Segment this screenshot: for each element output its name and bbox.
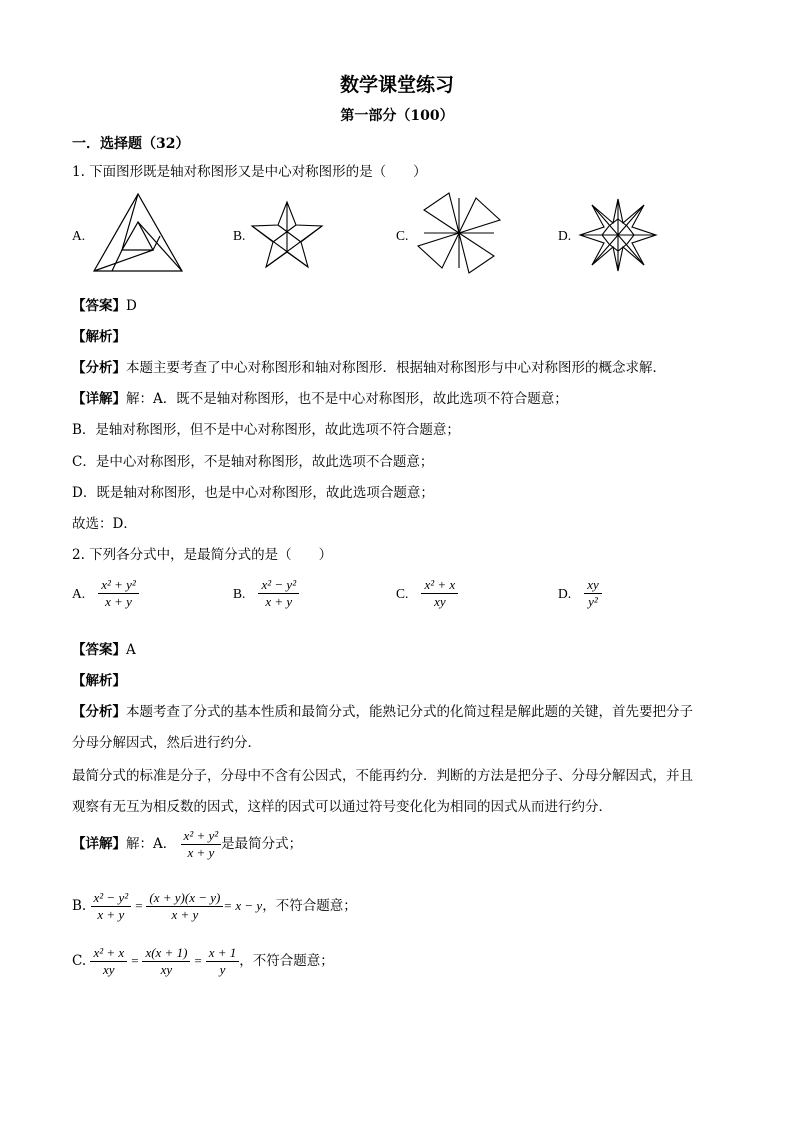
q2-option-a-fraction: $\frac{\text{x² + y²}}{x + y}$ [98,577,139,610]
q1-detail-c: C．是中心对称图形，不是轴对称图形，故此选项不合题意； [72,454,434,470]
q1-option-c-label: C. [396,228,409,243]
q1-detail-a [72,387,568,407]
q2-para-line-2: 观察有无互为相反数的因式，这样的因式可以通过符号变化化为相同的因式从而进行约分． [72,799,612,815]
q1-option-b-label: B. [233,228,246,243]
answer-tag: 【答案】 [72,298,126,314]
eight-point-star-figure-icon [578,197,658,273]
fenxi-tag: 【分析】 [72,360,126,376]
q2-option-c-label: C. [396,586,409,601]
q2-detail-c: C. $\frac{\text{x² + x}}{xy}$ = $\frac{x(x + 1)}{xy}$ = $\frac{x + 1}{y}$ ，不符合题意； [72,945,334,977]
fenxi-text: 本题主要考查了中心对称图形和轴对称图形．根据轴对称图形与中心对称图形的概念求解． [126,360,666,376]
answer-value: D [126,298,137,314]
q2-option-b [233,577,299,610]
fenxi-text: 本题考查了分式的基本性质和最简分式，能熟记分式的化简过程是解此题的关键，首先要把分子 [126,704,693,720]
detail-c-fraction-1: $\frac{\text{x² + x}}{xy}$ [90,945,127,978]
q2-option-d [558,577,602,610]
q2-option-b-fraction: $\frac{\text{x² − y²}}{x + y}$ [258,577,299,610]
xiangjie-tag: 【详解】 [72,391,126,407]
detail-a-suffix: 是最简分式； [221,836,303,852]
q2-option-c [396,577,458,610]
answer-tag: 【答案】 [72,642,126,658]
q2-option-a [72,577,139,610]
section-heading: 一．选择题（32） [72,136,190,152]
q1-analysis-tag: 【解析】 [72,329,126,345]
q2-answer [72,638,136,658]
q1-answer [72,294,137,314]
q2-analysis-tag: 【解析】 [72,673,126,689]
detail-a-fraction: $\frac{\text{x² + y²}}{x + y}$ [181,828,222,861]
q1-option-d-label: D. [558,228,572,243]
detail-c-suffix: ，不符合题意； [239,953,334,969]
detail-b-fraction-1: $\frac{\text{x² − y²}}{x + y}$ [91,890,132,923]
q1-detail-b: B．是轴对称图形，但不是中心对称图形，故此选项不符合题意； [72,422,460,438]
detail-a-text: 解：A．既不是轴对称图形，也不是中心对称图形，故此选项不符合题意； [126,391,568,407]
q2-option-c-fraction: $\frac{\text{x² + x}}{xy}$ [421,577,458,610]
q2-option-d-fraction: $\frac{xy}{\text{y²}}$ [584,577,602,610]
q1-conclusion: 故选：D． [72,516,137,532]
question-2-stem: 2. 下列各分式中，是最简分式的是（ ） [72,547,333,563]
detail-b-prefix: B. [72,898,87,914]
q2-fenxi-line-1 [72,700,693,720]
fenxi-tag: 【分析】 [72,704,126,720]
q1-option-a-label: A. [72,228,86,243]
pinwheel-figure-icon [414,190,504,276]
detail-b-suffix: ，不符合题意； [262,898,357,914]
star-figure-icon [250,200,324,270]
triangle-figure-icon [90,192,186,274]
xiangjie-tag: 【详解】 [72,836,126,852]
q2-para-line-1: 最简分式的标准是分子，分母中不含有公因式，不能再约分．判断的方法是把分子、分母分解因式，并且 [72,768,693,784]
q2-fenxi-line-2: 分母分解因式，然后进行约分． [72,735,261,751]
q2-option-b-label: B. [233,586,246,601]
q2-option-d-label: D. [558,586,572,601]
detail-b-fraction-2: $\frac{(x + y)(x - y)}{x + y}$ [146,890,223,923]
detail-c-fraction-2: $\frac{x(x + 1)}{xy}$ [142,945,190,978]
page-title: 数学课堂练习 [339,74,454,96]
detail-c-prefix: C. [72,953,87,969]
part-subtitle: 第一部分（100） [340,108,454,124]
detail-b-result: = x − y [223,898,263,913]
q1-fenxi [72,356,666,376]
q1-detail-d: D．既是轴对称图形，也是中心对称图形，故此选项合题意； [72,485,434,501]
detail-a-prefix: 解：A． [126,836,177,852]
detail-c-fraction-3: $\frac{x + 1}{y}$ [206,945,240,978]
answer-value: A [126,642,136,658]
q2-detail-a [72,828,302,861]
question-1-stem: 1. 下面图形既是轴对称图形又是中心对称图形的是（ ） [72,164,427,180]
q2-detail-b: B. $\frac{\text{x² − y²}}{x + y}$ = $\frac{(x + y)(x - y)}{x + y}$ = x − y，不符合题意； [72,890,357,922]
q2-option-a-label: A. [72,586,86,601]
